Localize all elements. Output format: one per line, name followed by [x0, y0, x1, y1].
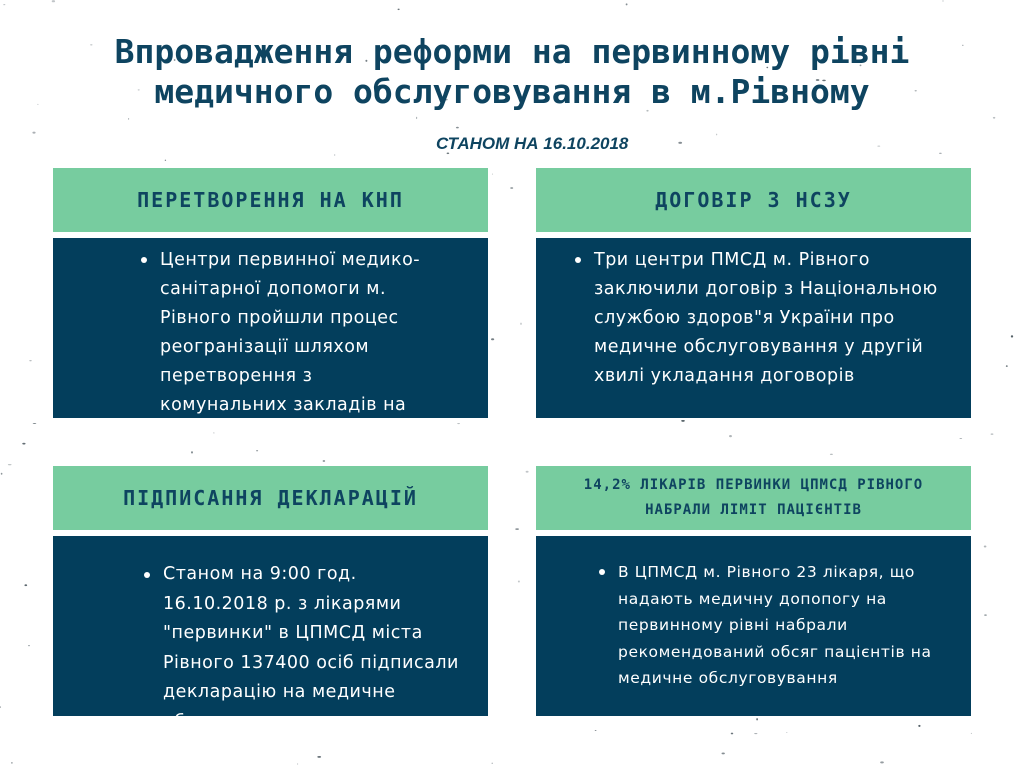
speck: [8, 464, 12, 465]
card-limit-heading: 14,2% ЛІКАРІВ ПЕРВИНКИ ЦПМСД РІВНОГО НАБРАЛИ ЛІМІТ ПАЦІЄНТІВ: [534, 464, 973, 532]
speck: [595, 730, 597, 731]
page-title: [0, 32, 1024, 112]
card-knp-list: [53, 238, 488, 449]
card-limit-bullet: В ЦПМСД м. Рівного 23 лікаря, що надають медичну допопогу на первинному рівні набрали рекомендований обсяг пацієнтів на медичне обслуговування: [618, 559, 947, 692]
speck: [191, 451, 193, 453]
speck: [52, 0, 55, 2]
speck: [971, 733, 972, 734]
card-nszu-list: [536, 238, 971, 391]
speck: [918, 725, 920, 727]
speck: [678, 142, 682, 144]
speck: [323, 460, 326, 462]
speck: [398, 9, 400, 10]
speck: [256, 450, 258, 451]
speck: [29, 360, 32, 361]
speck: [993, 117, 995, 119]
card-nszu-heading: ДОГОВІР З НСЗУ: [534, 166, 973, 234]
speck: [165, 160, 166, 161]
speck: [334, 154, 335, 155]
speck: [11, 762, 13, 764]
card-nszu-bullet: Три центри ПМСД м. Рівного заключили договір з Національною службою здоров"я України про медичне обслуговування у другій хвилі укладання договорів: [594, 246, 941, 391]
speck: [492, 763, 493, 764]
speck: [416, 117, 417, 119]
speck: [942, 0, 943, 1]
speck: [128, 118, 129, 120]
card-knp-body: [51, 236, 490, 444]
page-subtitle-date: СТАНОМ НА 16.10.2018: [436, 134, 629, 153]
speck: [518, 581, 520, 583]
speck: [959, 438, 962, 439]
speck: [492, 174, 493, 175]
card-limit-list: [536, 536, 971, 692]
speck: [1006, 365, 1008, 367]
speck: [22, 443, 25, 445]
speck: [24, 584, 27, 586]
speck: [32, 132, 35, 134]
card-declarations-list: [53, 536, 488, 737]
speck: [526, 471, 529, 473]
speck: [317, 756, 321, 758]
speck: [491, 338, 494, 340]
card-declarations-body: [51, 534, 490, 732]
speck: [33, 423, 37, 424]
speck: [510, 187, 513, 189]
page-title-line-1: Впровадження реформи на первинному рівні: [114, 32, 910, 71]
speck: [754, 733, 757, 734]
speck: [877, 146, 880, 147]
speck: [731, 733, 734, 735]
speck: [297, 764, 298, 765]
speck: [626, 3, 628, 5]
speck: [716, 134, 717, 136]
speck: [0, 707, 1, 708]
speck: [722, 752, 725, 754]
speck: [786, 732, 787, 733]
speck: [991, 433, 994, 434]
speck: [515, 528, 519, 529]
speck: [28, 645, 29, 646]
speck: [939, 153, 942, 154]
speck: [3, 4, 5, 5]
speck: [1011, 335, 1013, 337]
card-nszu-body: [534, 236, 973, 420]
card-knp-heading: ПЕРЕТВОРЕННЯ НА КНП: [51, 166, 490, 234]
speck: [729, 435, 732, 437]
speck: [984, 614, 987, 616]
speck: [984, 545, 987, 547]
speck: [756, 718, 758, 720]
speck: [520, 323, 522, 325]
card-knp-bullet: Центри первинної медико-санітарної допомоги м. Рівного пройшли процес реогранізації шляхом перетворення з комунальних закладів на комунальні некомерційні: [160, 246, 430, 449]
speck: [880, 761, 884, 763]
speck: [830, 454, 833, 455]
speck: [456, 127, 459, 129]
card-declarations-heading: ПІДПИСАННЯ ДЕКЛАРАЦІЙ: [51, 464, 490, 532]
card-limit-body: [534, 534, 973, 718]
page-title-line-2: медичного обслуговування в м.Рівному: [154, 72, 870, 111]
speck: [1, 473, 3, 475]
card-declarations-bullet: Станом на 9:00 год. 16.10.2018 р. з лікарями "первинки" в ЦПМСД міста Рівного 137400 осіб підписали декларацію на медичне обслуговування: [163, 560, 464, 737]
